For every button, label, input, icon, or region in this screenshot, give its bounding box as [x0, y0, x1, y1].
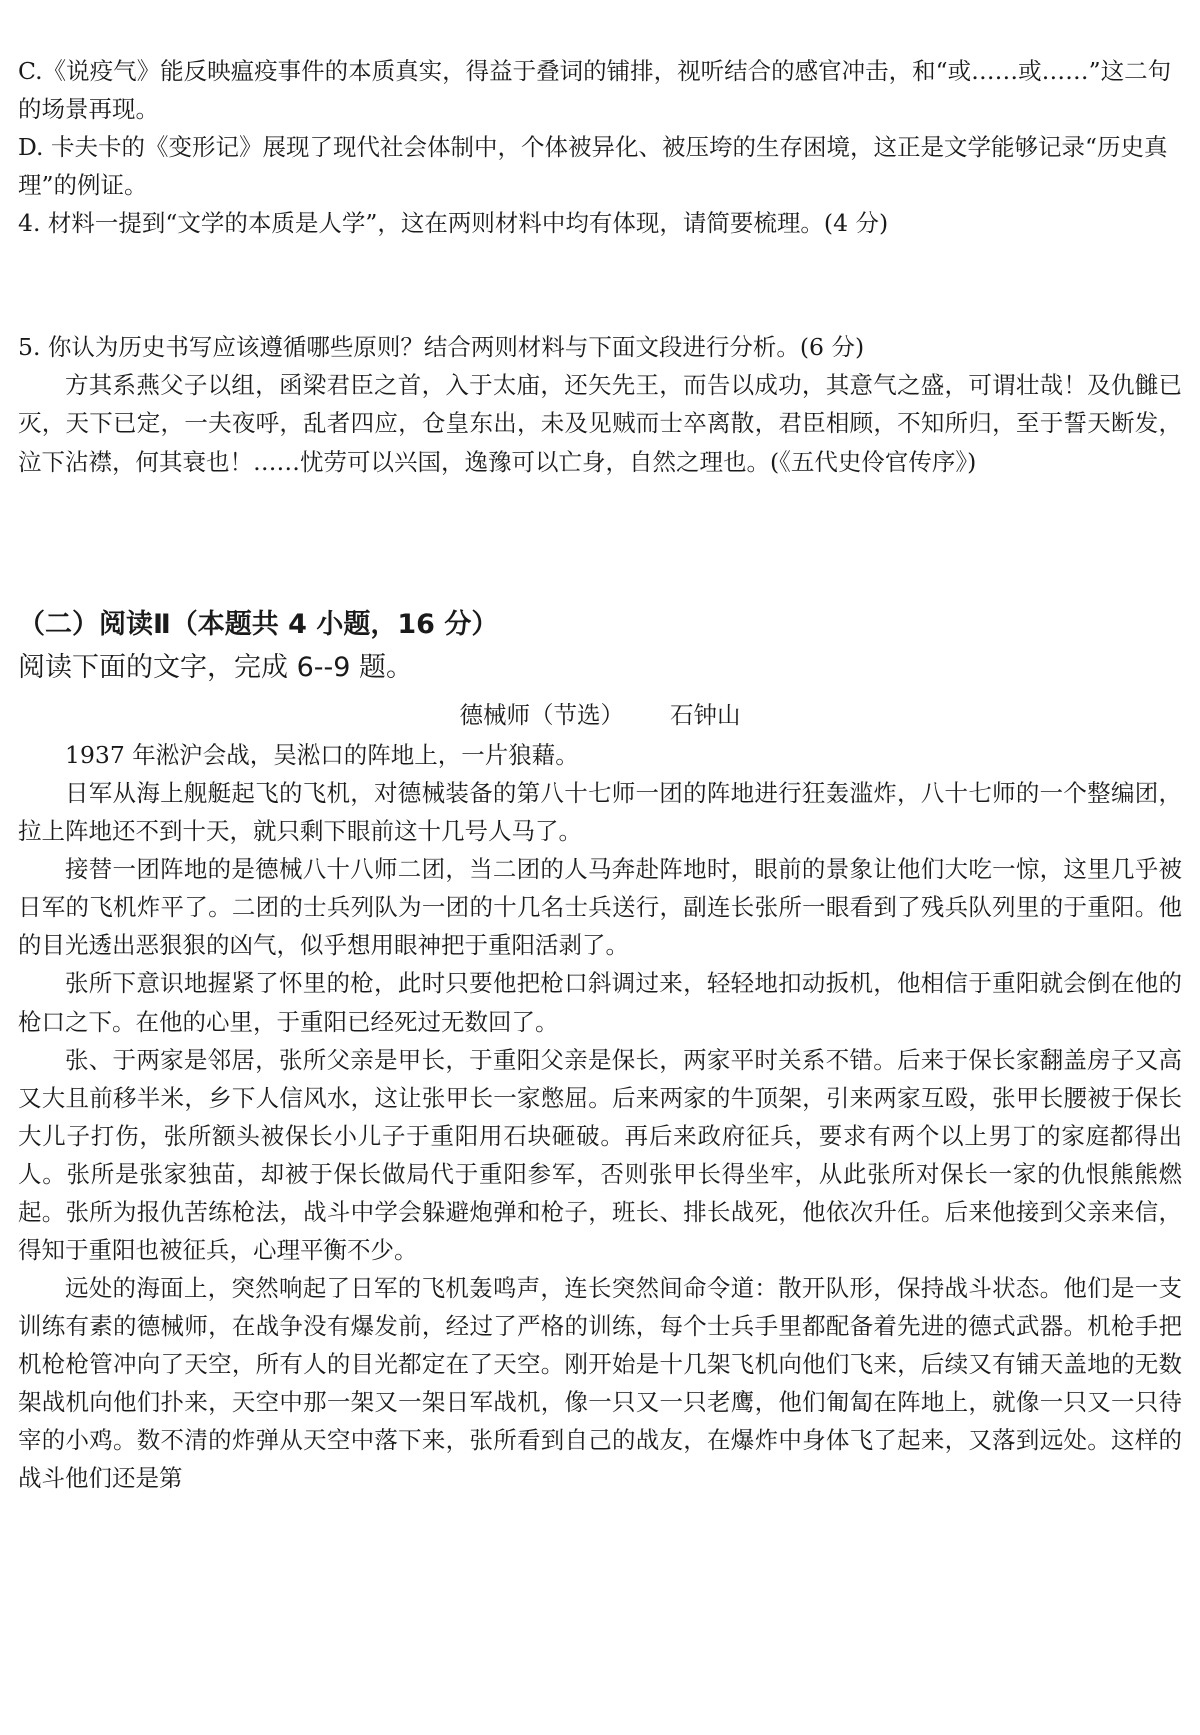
article-paragraph: 张所下意识地握紧了怀里的枪，此时只要他把枪口斜调过来，轻轻地扣动扳机，他相信于重阳就会倒在他的枪口之下。在他的心里，于重阳已经死过无数回了。	[18, 969, 1182, 1036]
answer-space-q5	[18, 481, 1182, 599]
question-5-passage: 方其系燕父子以组，函梁君臣之首，入于太庙，还矢先王，而告以成功，其意气之盛，可谓壮哉！及仇雠已灭，天下已定，一夫夜呼，乱者四应，仓皇东出，未及见贼而士卒离散，君臣相顾，不知所归，至于誓天断发，泣下沾襟，何其衰也！……忧劳可以兴国，逸豫可以亡身，自然之理也。(《五代史伶官传序》)	[18, 371, 1182, 476]
answer-space-q4	[18, 242, 1182, 328]
section-instruction: 阅读下面的文字，完成 6--9 题。	[18, 652, 414, 684]
exam-page	[18, 52, 1182, 1497]
article-paragraph: 1937 年淞沪会战，吴淞口的阵地上，一片狼藉。	[65, 741, 579, 770]
option-c: C.《说疫气》能反映瘟疫事件的本质真实，得益于叠词的铺排，视听结合的感官冲击，和“或……或……”这二句的场景再现。	[18, 57, 1172, 124]
article-paragraph: 远处的海面上，突然响起了日军的飞机轰鸣声，连长突然间命令道：散开队形，保持战斗状态。他们是一支训练有素的德械师，在战争没有爆发前，经过了严格的训练，每个士兵手里都配备着先进的德式武器。机枪手把机枪枪管冲向了天空，所有人的目光都定在了天空。刚开始是十几架飞机向他们飞来，后续又有铺天盖地的无数架战机向他们扑来，天空中那一架又一架日军战机，像一只又一只老鹰，他们匍匐在阵地上，就像一只又一只待宰的小鸡。数不清的炸弹从天空中落下来，张所看到自己的战友，在爆炸中身体飞了起来，又落到远处。这样的战斗他们还是第	[18, 1273, 1182, 1493]
article-paragraph: 张、于两家是邻居，张所父亲是甲长，于重阳父亲是保长，两家平时关系不错。后来于保长家翻盖房子又高又大且前移半米，乡下人信风水，这让张甲长一家憋屈。后来两家的牛顶架，引来两家互殴，张甲长腰被于保长大儿子打伤，张所额头被保长小儿子于重阳用石块砸破。再后来政府征兵，要求有两个以上男丁的家庭都得出人。张所是张家独苗，却被于保长做局代于重阳参军，否则张甲长得坐牢，从此张所对保长一家的仇恨熊熊燃起。张所为报仇苦练枪法，战斗中学会躲避炮弹和枪子，班长、排长战死，他依次升任。后来他接到父亲来信，得知于重阳也被征兵，心理平衡不少。	[18, 1045, 1182, 1264]
article-title: 德械师（节选）	[459, 701, 624, 730]
question-5-prompt: 5. 你认为历史书写应该遵循哪些原则？结合两则材料与下面文段进行分析。(6 分)	[18, 333, 865, 362]
question-4: 4. 材料一提到“文学的本质是人学”，这在两则材料中均有体现，请简要梳理。(4 分)	[18, 209, 889, 238]
option-d: D. 卡夫卡的《变形记》展现了现代社会体制中，个体被异化、被压垮的生存困境，这正是文学能够记录“历史真理”的例证。	[18, 133, 1168, 200]
article-author: 石钟山	[670, 701, 741, 730]
article-paragraph: 日军从海上舰艇起飞的飞机，对德械装备的第八十七师一团的阵地进行狂轰滥炸，八十七师的一个整编团，拉上阵地还不到十天，就只剩下眼前这十几号人马了。	[18, 779, 1182, 846]
article-paragraph: 接替一团阵地的是德械八十八师二团，当二团的人马奔赴阵地时，眼前的景象让他们大吃一惊，这里几乎被日军的飞机炸平了。二团的士兵列队为一团的十几名士兵送行，副连长张所一眼看到了残兵队列里的于重阳。他的目光透出恶狠狠的凶气，似乎想用眼神把于重阳活剥了。	[18, 855, 1182, 960]
article-title-line	[18, 696, 1182, 734]
section-heading: （二）阅读Ⅱ（本题共 4 小题，16 分）	[18, 608, 499, 640]
